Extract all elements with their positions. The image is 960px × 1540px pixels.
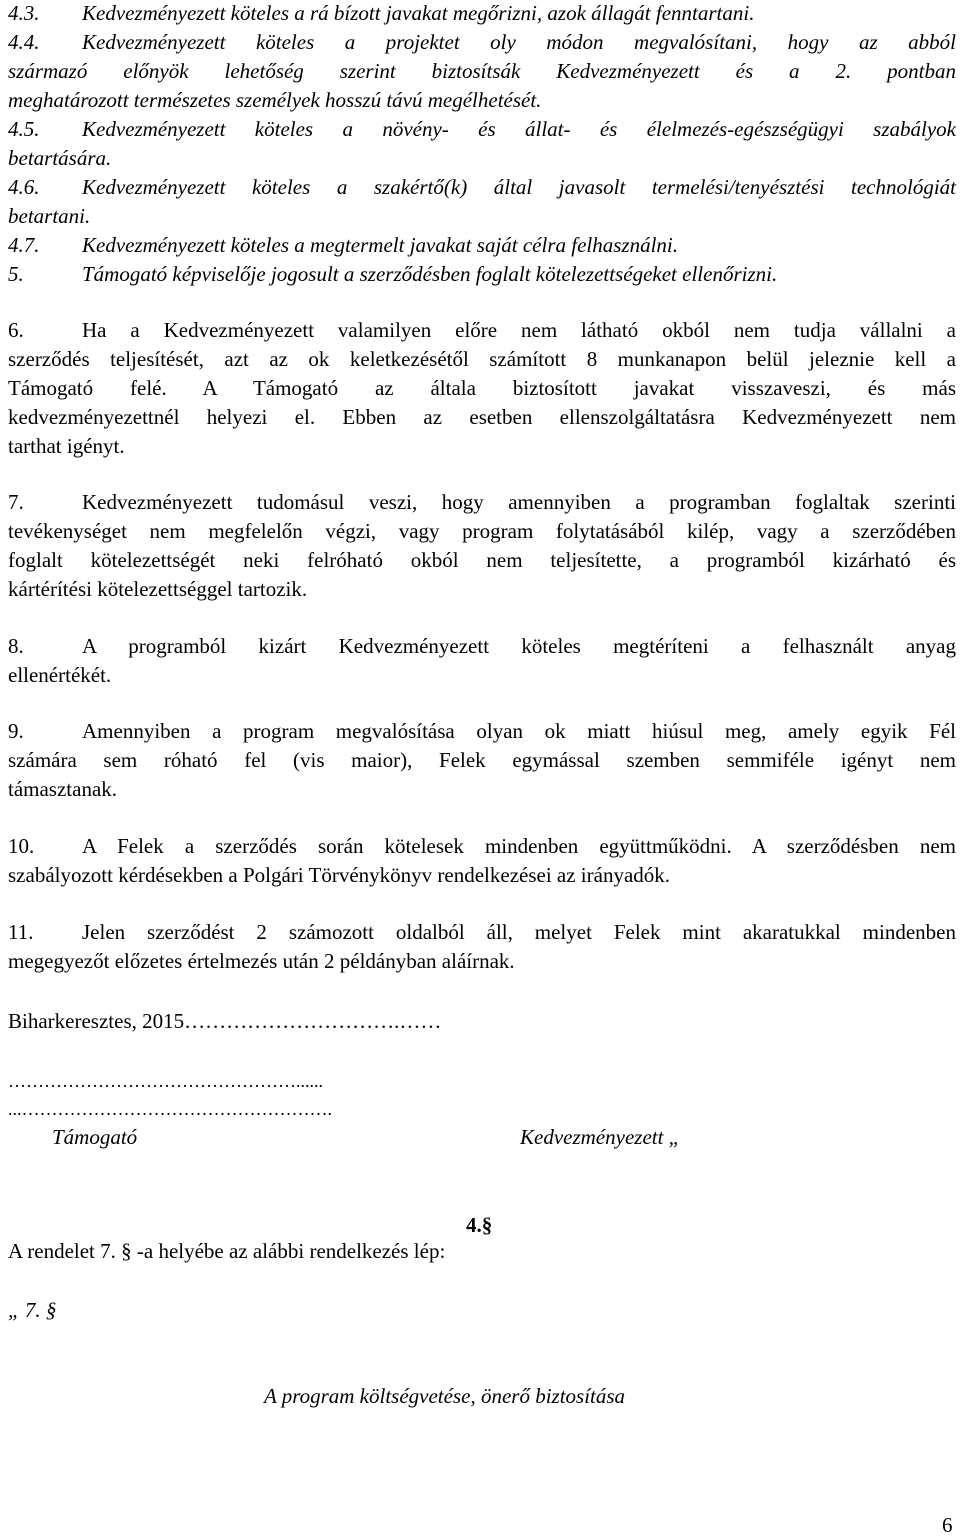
clause-text: Kedvezményezett köteles a növény- és állat- és élelmezés-egészségügyi szabályok — [82, 117, 956, 141]
clause-text: Kedvezményezett köteles a projektet oly módon megvalósítani, hogy az abból — [82, 30, 956, 54]
quoted-section: „ 7. § — [8, 1298, 57, 1322]
clause-4-5-line-1 — [8, 115, 956, 144]
clause-number: 4.3. — [8, 1, 40, 25]
paragraph-7-line-1 — [8, 488, 956, 517]
place-date: Biharkeresztes, 2015………………………….…… — [8, 1009, 442, 1033]
paragraph-9-line-1 — [8, 717, 956, 746]
paragraph-number: 7. — [8, 490, 24, 514]
paragraph-8-line-2: ellenértékét. — [8, 663, 112, 687]
paragraph-number: 10. — [8, 834, 35, 858]
paragraph-8-line-1 — [8, 632, 956, 661]
paragraph-6-line-5: tarthat igényt. — [8, 434, 125, 458]
clause-text: Kedvezményezett köteles a szakértő(k) által javasolt termelési/tenyésztési technológiát — [82, 175, 956, 199]
clause-number: 4.5. — [8, 117, 40, 141]
paragraph-7-line-4: kártérítési kötelezettséggel tartozik. — [8, 577, 308, 601]
paragraph-7-line-2: tevékenységet nem megfelelőn végzi, vagy program folytatásából kilép, vagy a szerződében — [8, 519, 956, 543]
clause-number: 4.7. — [8, 233, 40, 257]
clause-5 — [8, 260, 956, 289]
clause-4-3 — [8, 0, 956, 28]
clause-4-6-line-1 — [8, 173, 956, 202]
clause-4-4-line-3: meghatározott természetes személyek hosszú távú megélhetését. — [8, 88, 542, 112]
paragraph-9-line-3: támasztanak. — [8, 777, 118, 801]
paragraph-text: A Felek a szerződés során kötelesek mindenben együttműködni. A szerződésben nem — [82, 834, 956, 858]
paragraph-10-line-1 — [8, 832, 956, 861]
paragraph-6-line-2: szerződés teljesítését, azt az ok keletkezésétől számított 8 munkanapon belül jeleznie kell a — [8, 347, 956, 371]
clause-number: 4.6. — [8, 175, 40, 199]
paragraph-number: 6. — [8, 318, 24, 342]
clause-4-7 — [8, 231, 956, 260]
clause-4-4-line-1 — [8, 28, 956, 57]
signature-label-supporter: Támogató — [52, 1125, 138, 1149]
paragraph-text: Kedvezményezett tudomásul veszi, hogy amennyiben a programban foglaltak szerinti — [82, 490, 956, 514]
paragraph-6-line-4: kedvezményezettnél helyezi el. Ebben az esetben ellenszolgáltatásra Kedvezményezett nem — [8, 405, 956, 429]
clause-text: Támogató képviselője jogosult a szerződésben foglalt kötelezettségeket ellenőrizni. — [82, 262, 778, 286]
signature-dots-2: ...……………………………………………. — [8, 1099, 332, 1119]
clause-text: Kedvezményezett köteles a megtermelt javakat saját célra felhasználni. — [82, 233, 679, 257]
clause-text: Kedvezményezett köteles a rá bízott javakat megőrizni, azok állagát fenntartani. — [82, 1, 755, 25]
clause-number: 4.4. — [8, 30, 40, 54]
paragraph-11-line-1 — [8, 918, 956, 947]
paragraph-10-line-2: szabályozott kérdésekben a Polgári Törvénykönyv rendelkezései az irányadók. — [8, 863, 671, 887]
section-number: 4.§ — [466, 1213, 493, 1237]
signature-dots-1: …………………………………………...... — [8, 1071, 323, 1091]
clause-4-4-line-2: származó előnyök lehetőség szerint biztosítsák Kedvezményezett és a 2. pontban — [8, 59, 956, 83]
signature-label-beneficiary: Kedvezményezett „ — [520, 1125, 681, 1149]
clause-4-6-line-2: betartani. — [8, 204, 91, 228]
paragraph-text: A programból kizárt Kedvezményezett köteles megtéríteni a felhasznált anyag — [82, 634, 956, 658]
clause-number: 5. — [8, 262, 24, 286]
paragraph-number: 8. — [8, 634, 24, 658]
paragraph-6-line-3: Támogató felé. A Támogató az általa biztosított javakat visszaveszi, és más — [8, 376, 956, 400]
page-number: 6 — [942, 1513, 953, 1537]
paragraph-number: 11. — [8, 920, 34, 944]
section-heading: A program költségvetése, önerő biztosítása — [264, 1384, 626, 1408]
paragraph-number: 9. — [8, 719, 24, 743]
paragraph-7-line-3: foglalt kötelezettségét neki felróható okból nem teljesítette, a programból kizárható és — [8, 548, 956, 572]
paragraph-11-line-2: megegyezőt előzetes értelmezés után 2 példányban aláírnak. — [8, 949, 515, 973]
paragraph-text: Amennyiben a program megvalósítása olyan ok miatt hiúsul meg, amely egyik Fél — [82, 719, 956, 743]
amendment-intro: A rendelet 7. § -a helyébe az alábbi rendelkezés lép: — [8, 1239, 446, 1263]
paragraph-text: Ha a Kedvezményezett valamilyen előre nem látható okból nem tudja vállalni a — [82, 318, 956, 342]
paragraph-9-line-2: számára sem róható fel (vis maior), Felek egymással szemben semmiféle igényt nem — [8, 748, 956, 772]
clause-4-5-line-2: betartására. — [8, 146, 112, 170]
paragraph-6-line-1 — [8, 316, 956, 345]
paragraph-text: Jelen szerződést 2 számozott oldalból áll, melyet Felek mint akaratukkal mindenben — [82, 920, 956, 944]
